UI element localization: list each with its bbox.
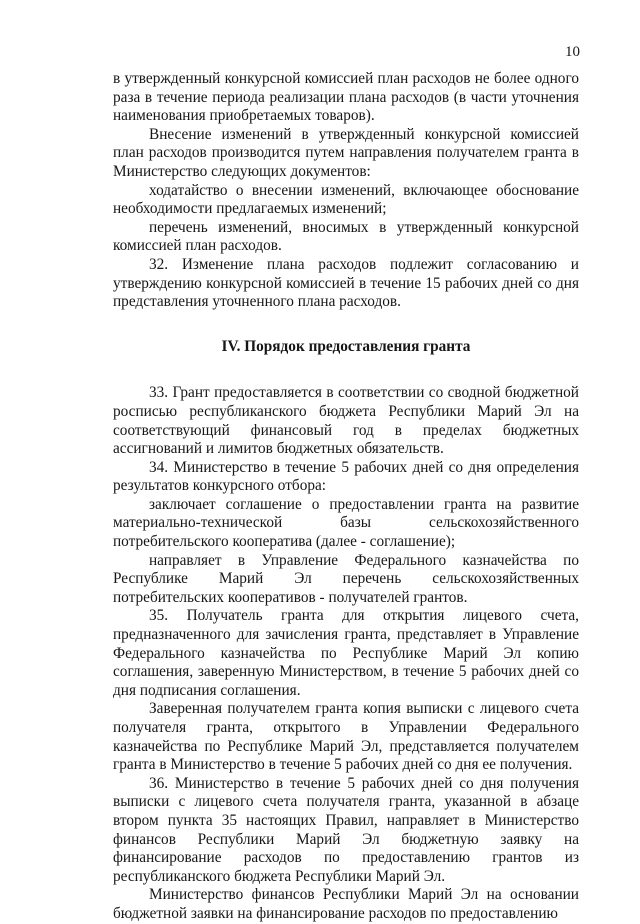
paragraph: 36. Министерство в течение 5 рабочих дней со дня получения выписки с лицевого счета получателя гранта, указанной в абзаце втором пункта 35 настоящих Правил, направляет в Министерство финансов Республики Марий Эл бюджетную заявку на финансирование расходов по предоставлению грантов из республиканского бюджета Республики Марий Эл. <box>113 774 579 885</box>
paragraphs-top <box>113 70 579 312</box>
paragraph: направляет в Управление Федерального казначейства по Республике Марий Эл перечень сельскохозяйственных потребительских кооперативов - получателей грантов. <box>113 551 579 606</box>
paragraph: ходатайство о внесении изменений, включающее обоснование необходимости предлагаемых изменений; <box>113 181 579 218</box>
paragraphs-bottom <box>113 384 579 923</box>
paragraph: 33. Грант предоставляется в соответствии со сводной бюджетной росписью республиканского бюджета Республики Марий Эл на соответствующий финансовый год в пределах бюджетных ассигнований и лимитов бюджетных обязательств. <box>113 384 579 458</box>
paragraph: 32. Изменение плана расходов подлежит согласованию и утверждению конкурсной комиссией в течение 15 рабочих дней со дня представления уточненного плана расходов. <box>113 255 579 311</box>
section-heading: IV. Порядок предоставления гранта <box>221 337 471 355</box>
paragraph: 35. Получатель гранта для открытия лицевого счета, предназначенного для зачисления гранта, представляет в Управление Федерального казначейства по Республике Марий Эл копию соглашения, заверенную Министерством, в течение 5 рабочих дней со дня подписания соглашения. <box>113 607 579 699</box>
paragraph: в утвержденный конкурсной комиссией план расходов не более одного раза в течение периода реализации плана расходов (в части уточнения наименования приобретаемых товаров). <box>113 70 579 125</box>
paragraph: Заверенная получателем гранта копия выписки с лицевого счета получателя гранта, открытого в Управлении Федерального казначейства по Республике Марий Эл, представляется получателем гранта в Министерство в течение 5 рабочих дней со дня ее получения. <box>113 700 579 774</box>
paragraph: заключает соглашение о предоставлении гранта на развитие материально-технической базы сельскохозяйственного потребительского кооператива (далее - соглашение); <box>113 495 579 551</box>
page-number: 10 <box>565 44 580 60</box>
paragraph: Министерство финансов Республики Марий Эл на основании бюджетной заявки на финансирование расходов по предоставлению <box>113 886 579 922</box>
document-body <box>113 70 579 924</box>
paragraph: Внесение изменений в утвержденный конкурсной комиссией план расходов производится путем направления получателем гранта в Министерство следующих документов: <box>113 125 579 180</box>
paragraph: 34. Министерство в течение 5 рабочих дней со дня определения результатов конкурсного отбора: <box>113 458 579 495</box>
paragraph: перечень изменений, вносимых в утвержденный конкурсной комиссией план расходов. <box>113 218 579 255</box>
